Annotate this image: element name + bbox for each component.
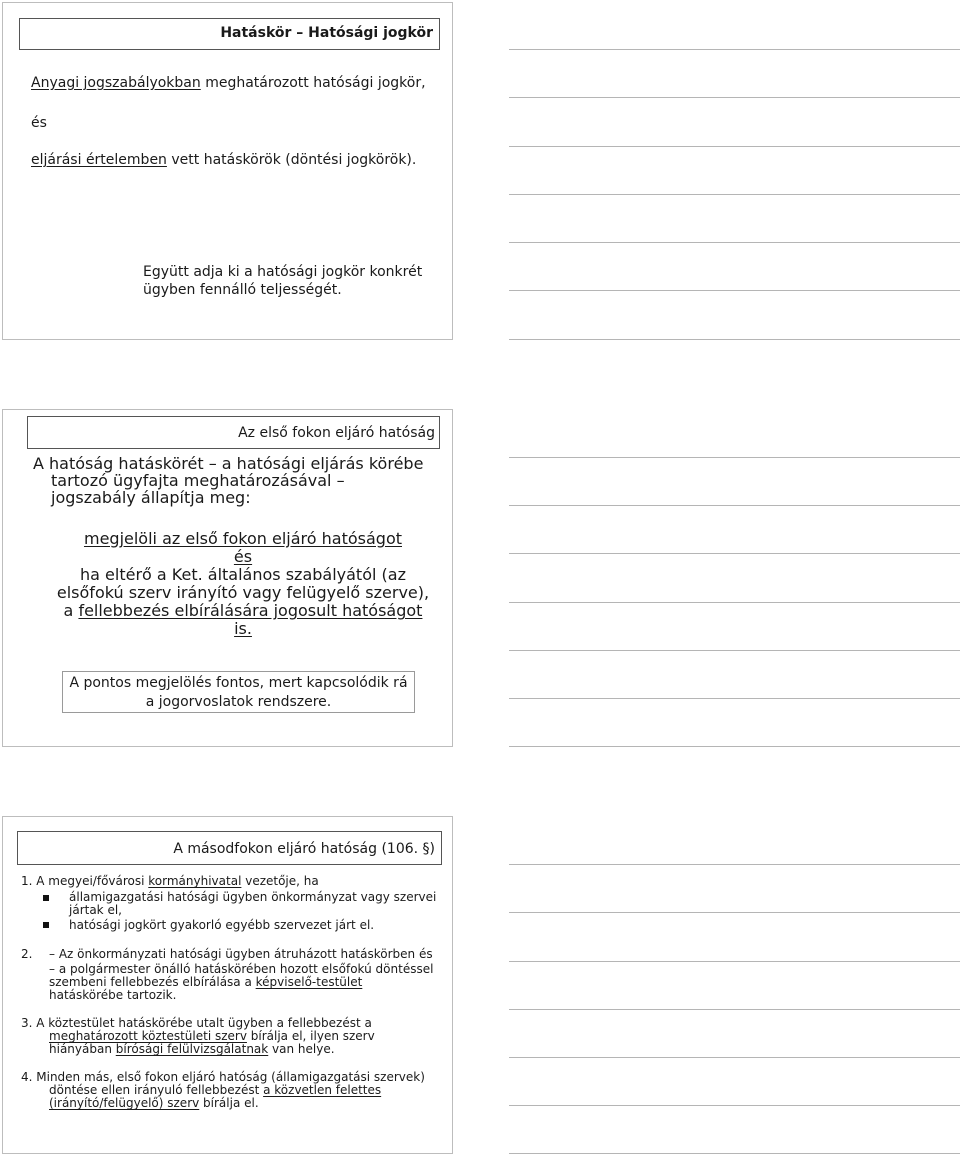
note-line — [509, 97, 960, 98]
bullet-square-icon — [43, 922, 49, 928]
note-line — [509, 1153, 960, 1154]
note-line — [509, 961, 960, 962]
note-line — [509, 746, 960, 747]
slide-elso-fok — [2, 409, 453, 747]
note-line — [509, 194, 960, 195]
summary-line-2: ügyben fennálló teljességét. — [143, 282, 342, 298]
first-instance-authority: megjelöli az első fokon eljáró hatóságot — [83, 529, 402, 548]
note-line — [509, 457, 960, 458]
slide-title-box — [19, 18, 440, 50]
appeal-authority: fellebbezés elbírálására jogosult hatóságot — [78, 601, 423, 620]
note-line — [509, 242, 960, 243]
item-4: 4. Minden más, első fokon eljáró hatóság (államigazgatási szervek) döntése ellen irányuló fellebbezést a közvetlen felettes (irányító/felügyelő) szerv bírálja el. — [21, 1070, 425, 1110]
bullet-square-icon — [43, 895, 49, 901]
item-2-number: 2. — [21, 947, 33, 961]
paragraph-anyagi: Anyagi jogszabályokban meghatározott hatósági jogkör, — [31, 75, 426, 91]
note-line — [509, 650, 960, 651]
slide-masodfok — [2, 816, 453, 1154]
paragraph-eljarasi: eljárási értelemben vett hatáskörök (döntési jogkörök). — [31, 152, 417, 168]
slide-title: A másodfokon eljáró hatóság (106. §) — [173, 841, 435, 857]
slide-title-box — [17, 831, 442, 865]
centered-block: megjelöli az első fokon eljáró hatóságot és ha eltérő a Ket. általános szabályától (az elsőfokú szerv irányító vagy felügyelő szerve), a fellebbezés elbírálására jogosult hatóságot is. — [56, 529, 430, 638]
note-line — [509, 146, 960, 147]
summary-line-1: Együtt adja ki a hatósági jogkör konkrét — [143, 264, 423, 280]
item-3: 3. A köztestület hatáskörébe utalt ügyben a fellebbezést a meghatározott köztestületi szerv bírálja el, ilyen szerv hiányában bírósági felülvizsgálatnak van helye. — [21, 1016, 375, 1056]
item-1-bullet-2: hatósági jogkört gyakorló egyébb szervezet járt el. — [69, 918, 375, 932]
item-1-bullet-1: államigazgatási hatósági ügyben önkormányzat vagy szervei jártak el, — [69, 890, 437, 917]
note-line — [509, 698, 960, 699]
note-line — [509, 339, 960, 340]
item-1: 1. A megyei/fővárosi kormányhivatal vezetője, ha — [21, 874, 319, 888]
note-line — [509, 49, 960, 50]
note-line — [509, 912, 960, 913]
lead-paragraph: A hatóság hatáskörét – a hatósági eljárás körébe tartozó ügyfajta meghatározásával – jogszabály állapítja meg: — [33, 454, 424, 507]
link-eljarasi-ertelemben: eljárási értelemben — [31, 152, 167, 168]
item-2-body: – a polgármester önálló hatáskörében hozott elsőfokú döntéssel szembeni fellebbezés elbírálása a képviselő-testület hatáskörébe tartozik. — [49, 962, 434, 1002]
slide-hataskor — [2, 2, 453, 340]
note-line — [509, 505, 960, 506]
note-line — [509, 602, 960, 603]
note-box: A pontos megjelölés fontos, mert kapcsolódik rá a jogorvoslatok rendszere. — [62, 671, 415, 713]
note-line — [509, 864, 960, 865]
conjunction-es: és — [233, 547, 253, 566]
note-line — [509, 553, 960, 554]
item-2-line-a: – Az önkormányzati hatósági ügyben átruházott hatáskörben és — [49, 947, 433, 961]
slide-title: Hatáskör – Hatósági jogkör — [220, 25, 433, 41]
conjunction-es: és — [31, 115, 47, 131]
slide-title-box — [27, 416, 440, 449]
note-line — [509, 290, 960, 291]
note-line — [509, 1105, 960, 1106]
note-line — [509, 1057, 960, 1058]
link-anyagi-jogszabalyokban: Anyagi jogszabályokban — [31, 75, 201, 91]
note-line — [509, 1009, 960, 1010]
slide-title: Az első fokon eljáró hatóság — [238, 425, 435, 441]
